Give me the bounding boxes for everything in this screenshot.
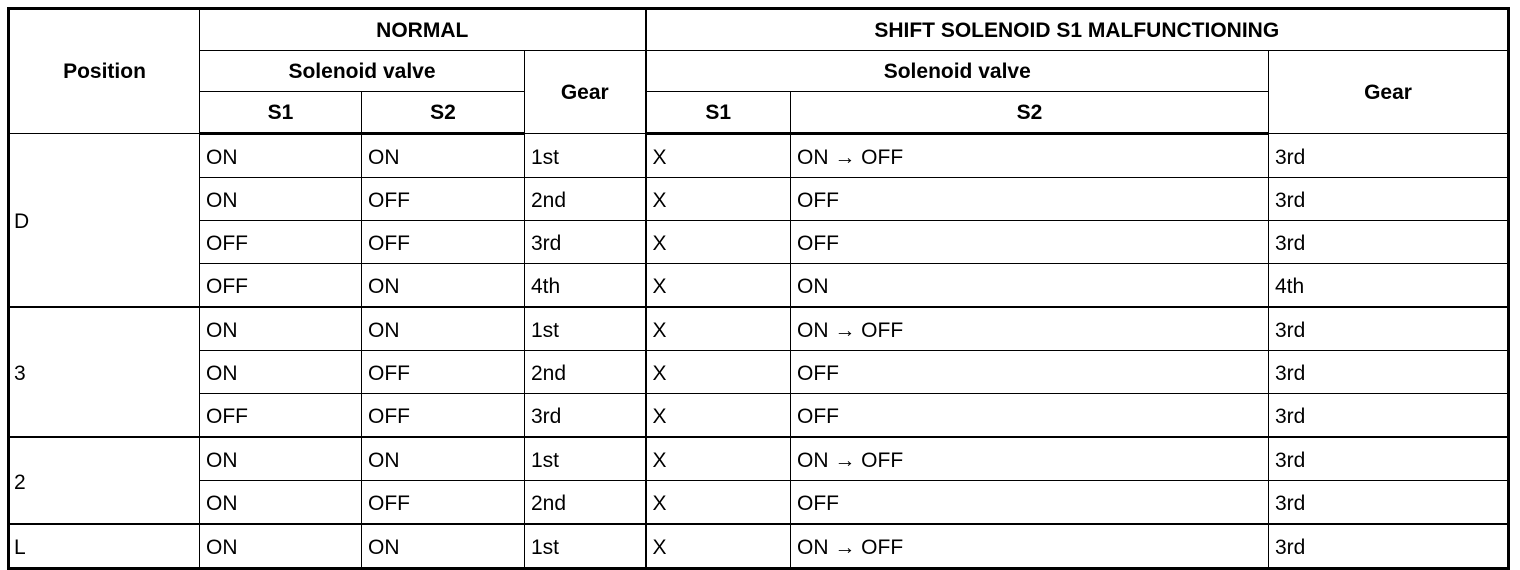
malfunction-gear-cell: 4th	[1269, 264, 1509, 308]
table-row	[9, 134, 1509, 178]
normal-s1-cell: OFF	[200, 221, 362, 264]
position-cell: L	[9, 524, 200, 569]
malfunction-s1-cell: X	[646, 481, 791, 525]
table-header	[9, 9, 1509, 134]
normal-gear-cell: 2nd	[525, 481, 646, 525]
header-s1-normal: S1	[200, 92, 362, 134]
normal-s1-cell: ON	[200, 178, 362, 221]
normal-s2-cell: OFF	[362, 221, 525, 264]
normal-gear-cell: 3rd	[525, 221, 646, 264]
malfunction-s1-cell: X	[646, 134, 791, 178]
normal-gear-cell: 4th	[525, 264, 646, 308]
normal-s1-cell: ON	[200, 351, 362, 394]
header-gear-normal: Gear	[525, 51, 646, 134]
normal-gear-cell: 3rd	[525, 394, 646, 438]
table-row	[9, 178, 1509, 221]
table-row	[9, 481, 1509, 525]
malfunction-s1-cell: X	[646, 264, 791, 308]
malfunction-s2-cell: OFF	[791, 481, 1269, 525]
normal-s1-cell: ON	[200, 524, 362, 569]
normal-s2-cell: OFF	[362, 351, 525, 394]
malfunction-gear-cell: 3rd	[1269, 351, 1509, 394]
malfunction-s1-cell: X	[646, 524, 791, 569]
table-row	[9, 524, 1509, 569]
header-s2-normal: S2	[362, 92, 525, 134]
normal-s2-cell: ON	[362, 524, 525, 569]
header-s1-malfunction: S1	[646, 92, 791, 134]
table-row	[9, 351, 1509, 394]
malfunction-s1-cell: X	[646, 221, 791, 264]
malfunction-s1-cell: X	[646, 307, 791, 351]
normal-s1-cell: ON	[200, 134, 362, 178]
header-solenoid-valve-malfunction: Solenoid valve	[646, 51, 1269, 92]
header-normal: NORMAL	[200, 9, 646, 51]
normal-gear-cell: 1st	[525, 437, 646, 481]
malfunction-gear-cell: 3rd	[1269, 394, 1509, 438]
malfunction-s2-cell: OFF	[791, 351, 1269, 394]
header-gear-malfunction: Gear	[1269, 51, 1509, 134]
normal-s2-cell: ON	[362, 264, 525, 308]
table-row	[9, 307, 1509, 351]
normal-gear-cell: 1st	[525, 524, 646, 569]
table-body	[9, 134, 1509, 569]
normal-s2-cell: ON	[362, 307, 525, 351]
malfunction-s1-cell: X	[646, 394, 791, 438]
malfunction-s2-cell: ON	[791, 264, 1269, 308]
normal-gear-cell: 1st	[525, 134, 646, 178]
malfunction-gear-cell: 3rd	[1269, 221, 1509, 264]
normal-s1-cell: ON	[200, 481, 362, 525]
malfunction-s2-cell: ON → OFF	[791, 437, 1269, 481]
malfunction-gear-cell: 3rd	[1269, 178, 1509, 221]
header-position: Position	[9, 9, 200, 134]
malfunction-gear-cell: 3rd	[1269, 437, 1509, 481]
malfunction-s2-cell: ON → OFF	[791, 134, 1269, 178]
normal-s2-cell: OFF	[362, 178, 525, 221]
normal-gear-cell: 1st	[525, 307, 646, 351]
normal-s2-cell: ON	[362, 437, 525, 481]
malfunction-s2-cell: OFF	[791, 221, 1269, 264]
malfunction-s1-cell: X	[646, 178, 791, 221]
table-row	[9, 264, 1509, 308]
normal-gear-cell: 2nd	[525, 178, 646, 221]
malfunction-s2-cell: ON → OFF	[791, 524, 1269, 569]
normal-s2-cell: OFF	[362, 394, 525, 438]
malfunction-gear-cell: 3rd	[1269, 134, 1509, 178]
header-solenoid-valve-normal: Solenoid valve	[200, 51, 525, 92]
solenoid-operation-table	[7, 7, 1510, 570]
position-cell: 3	[9, 307, 200, 437]
normal-gear-cell: 2nd	[525, 351, 646, 394]
malfunction-s2-cell: ON → OFF	[791, 307, 1269, 351]
normal-s2-cell: ON	[362, 134, 525, 178]
malfunction-gear-cell: 3rd	[1269, 307, 1509, 351]
position-cell: D	[9, 134, 200, 308]
table-row	[9, 221, 1509, 264]
normal-s1-cell: ON	[200, 437, 362, 481]
malfunction-s1-cell: X	[646, 351, 791, 394]
normal-s1-cell: OFF	[200, 394, 362, 438]
malfunction-s1-cell: X	[646, 437, 791, 481]
malfunction-gear-cell: 3rd	[1269, 524, 1509, 569]
malfunction-s2-cell: OFF	[791, 394, 1269, 438]
normal-s1-cell: OFF	[200, 264, 362, 308]
table-row	[9, 394, 1509, 438]
position-cell: 2	[9, 437, 200, 524]
normal-s1-cell: ON	[200, 307, 362, 351]
header-malfunction: SHIFT SOLENOID S1 MALFUNCTIONING	[646, 9, 1509, 51]
header-s2-malfunction: S2	[791, 92, 1269, 134]
normal-s2-cell: OFF	[362, 481, 525, 525]
malfunction-s2-cell: OFF	[791, 178, 1269, 221]
malfunction-gear-cell: 3rd	[1269, 481, 1509, 525]
table-row	[9, 437, 1509, 481]
